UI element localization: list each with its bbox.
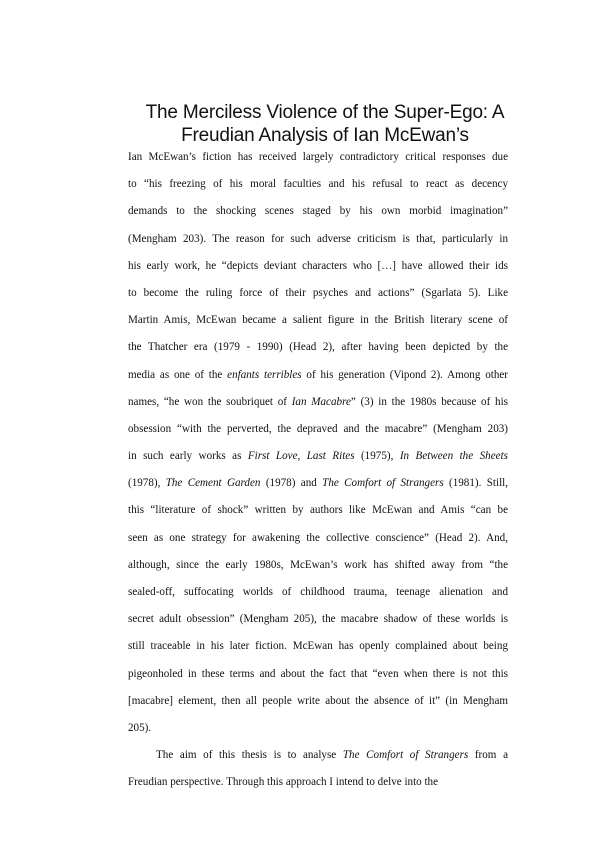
- text-line: [128, 447, 508, 474]
- text-line: this “literature of shock” written by authors like McEwan and Amis “can be: [128, 504, 508, 517]
- text-line: sealed-off, suffocating worlds of childhood trauma, teenage alienation and: [128, 586, 508, 598]
- paragraph-2: [128, 746, 508, 800]
- text-line: his early work, he “depicts deviant characters who […] have allowed their ids: [128, 259, 508, 272]
- text-run: in such early works as: [128, 450, 248, 463]
- text-line: still traceable in his later fiction. McEwan has openly complained about being: [128, 640, 508, 653]
- text-run: (1981). Still,: [443, 477, 509, 490]
- text-run: media as one of the: [128, 368, 228, 381]
- text-run: (1978) and: [260, 477, 323, 490]
- text-line: (Mengham 203). The reason for such adverse criticism is that, particularly in: [128, 232, 508, 245]
- italic-title: The Cement Garden: [165, 477, 261, 490]
- text-line: [128, 393, 508, 420]
- text-line: to “his freezing of his moral faculties and his refusal to react as decency: [128, 178, 508, 191]
- text-line: 205).: [128, 721, 152, 734]
- paragraph-1: [128, 148, 508, 746]
- text-line: the Thatcher era (1979 - 1990) (Head 2), after having been depicted by the: [128, 341, 508, 354]
- text-line: obsession “with the perverted, the depraved and the macabre” (Mengham 203): [128, 422, 508, 435]
- text-line: [128, 474, 508, 501]
- text-run: ” (3) in the 1980s because of his: [350, 395, 508, 408]
- text-line: Martin Amis, McEwan became a salient figure in the British literary scene of: [128, 314, 508, 327]
- text-run: The aim of this thesis is to analyse: [156, 749, 343, 762]
- text-line: demands to the shocking scenes staged by his own morbid imagination”: [128, 205, 508, 218]
- text-line: [128, 746, 508, 773]
- text-run: (1978),: [128, 477, 166, 490]
- text-line: [128, 366, 508, 393]
- document-body: [128, 148, 508, 801]
- text-line: to become the ruling force of their psyches and actions” (Sgarlata 5). Like: [128, 286, 508, 299]
- text-line: Freudian perspective. Through this approach I intend to delve into the: [128, 776, 439, 789]
- italic-title: The Comfort of Strangers: [322, 477, 444, 490]
- text-run: (1975),: [354, 450, 400, 463]
- text-line: secret adult obsession” (Mengham 205), the macabre shadow of these worlds is: [128, 613, 508, 626]
- document-title: [128, 101, 522, 147]
- italic-title: enfants terribles: [227, 368, 302, 381]
- text-line: Ian McEwan’s fiction has received largely contradictory critical responses due: [128, 151, 508, 163]
- text-run: from a: [468, 749, 508, 762]
- italic-title: The Comfort of Strangers: [342, 749, 469, 762]
- italic-title: In Between the Sheets: [399, 450, 508, 463]
- text-run: of his generation (Vipond 2). Among other: [301, 368, 508, 381]
- text-line: although, since the early 1980s, McEwan’s work has shifted away from “the: [128, 558, 508, 571]
- italic-title: First Love, Last Rites: [247, 450, 355, 463]
- text-line: [macabre] element, then all people write about the absence of it” (in Mengham: [128, 694, 508, 707]
- text-line: seen as one strategy for awakening the collective conscience” (Head 2). And,: [128, 531, 508, 544]
- title-line: Freudian Analysis of Ian McEwan’s: [181, 125, 469, 146]
- text-run: names, “he won the soubriquet of: [128, 395, 292, 408]
- title-line: The Merciless Violence of the Super-Ego: A: [145, 102, 505, 123]
- italic-title: Ian Macabre: [291, 395, 351, 408]
- text-line: pigeonholed in these terms and about the fact that “even when there is not this: [128, 667, 508, 680]
